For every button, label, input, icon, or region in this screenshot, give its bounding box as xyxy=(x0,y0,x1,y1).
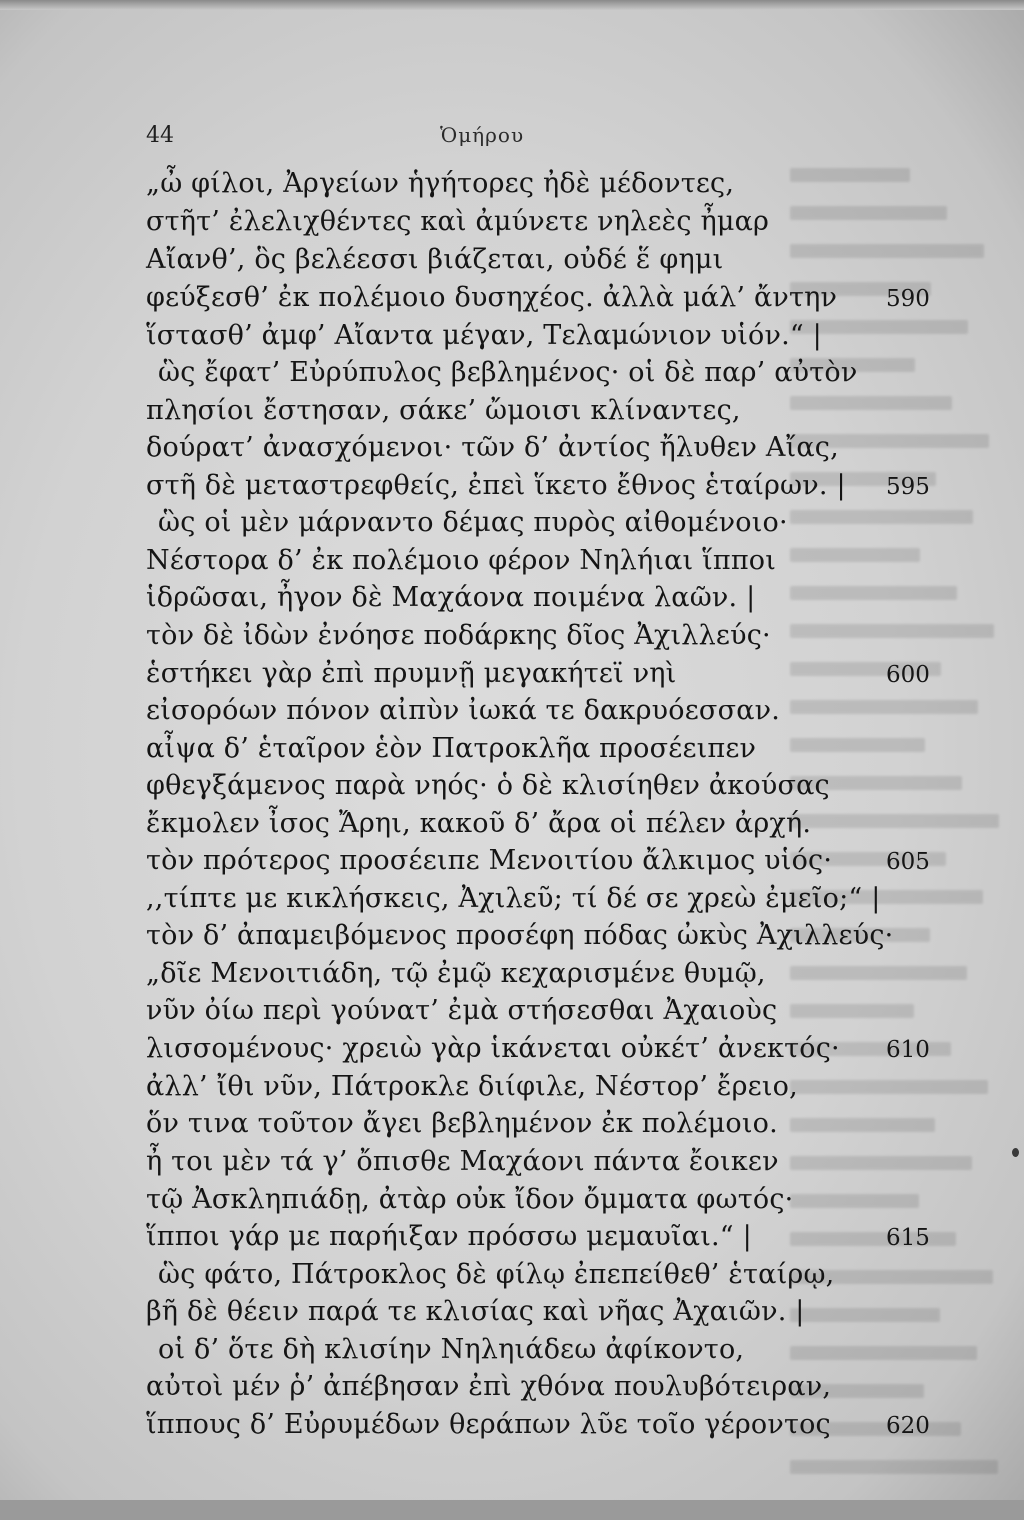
verse-line xyxy=(0,168,1024,206)
verse-line xyxy=(0,808,1024,846)
verse-line xyxy=(0,357,1024,395)
verse-line-text: Αἴανθ’, ὃς βελέεσσι βιάζεται, οὐδέ ἕ φημι xyxy=(146,244,724,275)
verse-line-text: ἱδρῶσαι, ἦγον δὲ Μαχάονα ποιμένα λαῶν. | xyxy=(146,582,756,613)
verse-line xyxy=(0,995,1024,1033)
verse-line xyxy=(0,1334,1024,1372)
verse-line-text: βῆ δὲ θέειν παρά τε κλισίας καὶ νῆας Ἀχαιῶν. | xyxy=(146,1296,805,1327)
verse-line-text: φεύξεσθ’ ἐκ πολέμοιο δυσηχέος. ἀλλὰ μάλ’ ἄντην xyxy=(146,282,838,313)
verse-line-text: ἵστασθ’ ἀμφ’ Αἴαντα μέγαν, Τελαμώνιον υἱόν.“ | xyxy=(146,320,822,351)
running-head: Ὁμήρου xyxy=(440,123,525,147)
verse-line xyxy=(0,845,1024,883)
verse-line-text: ἑστήκει γὰρ ἐπὶ πρυμνῇ μεγακήτεϊ νηὶ xyxy=(146,658,677,689)
verse-line-text: αἶψα δ’ ἑταῖρον ἑὸν Πατροκλῆα προσέειπεν xyxy=(146,733,757,764)
verse-line xyxy=(0,1409,1024,1447)
verse-line xyxy=(0,958,1024,996)
verse-line-text: ὣς οἱ μὲν μάρναντο δέμας πυρὸς αἰθομένοιο· xyxy=(158,507,788,538)
verse-number: 610 xyxy=(886,1037,930,1063)
verse-line-text: φθεγξάμενος παρὰ νηός· ὁ δὲ κλισίηθεν ἀκούσας xyxy=(146,770,830,801)
verse-number: 620 xyxy=(886,1413,930,1439)
verse-line-text: ὣς φάτο, Πάτροκλος δὲ φίλῳ ἐπεπείθεθ’ ἑταίρῳ, xyxy=(158,1259,835,1290)
verse-number: 595 xyxy=(886,474,930,500)
page-number: 44 xyxy=(146,123,174,148)
verse-number: 590 xyxy=(886,286,930,312)
verse-number: 600 xyxy=(886,662,930,688)
verse-line-text: ὅν τινα τοῦτον ἄγει βεβλημένον ἐκ πολέμοιο. xyxy=(146,1108,778,1139)
verse-line-text: ἔκμολεν ἶσος Ἄρηι, κακοῦ δ’ ἄρα οἱ πέλεν ἀρχή. xyxy=(146,808,812,839)
verse-line-text: τὸν δ’ ἀπαμειβόμενος προσέφη πόδας ὠκὺς Ἀχιλλεύς· xyxy=(146,920,894,951)
verse-line xyxy=(0,432,1024,470)
verse-line xyxy=(0,658,1024,696)
verse-line xyxy=(0,1296,1024,1334)
verse-line-text: αὐτοὶ μέν ῥ’ ἀπέβησαν ἐπὶ χθόνα πουλυβότειραν, xyxy=(146,1371,832,1402)
verse-number: 615 xyxy=(886,1225,930,1251)
verse-line-text: λισσομένους· χρειὼ γὰρ ἱκάνεται οὐκέτ’ ἀνεκτός· xyxy=(146,1033,840,1064)
verse-line xyxy=(0,320,1024,358)
verse-line-text: στῆτ’ ἐλελιχθέντες καὶ ἀμύνετε νηλεὲς ἦμαρ xyxy=(146,206,770,237)
verse-line-text: νῦν ὀίω περὶ γούνατ’ ἐμὰ στήσεσθαι Ἀχαιοὺς xyxy=(146,995,778,1026)
verse-line xyxy=(0,1108,1024,1146)
verse-line xyxy=(0,1371,1024,1409)
verse-line-text: οἱ δ’ ὅτε δὴ κλισίην Νηληιάδεω ἀφίκοντο, xyxy=(158,1334,745,1365)
margin-speck xyxy=(1012,1148,1019,1157)
verse-line xyxy=(0,1071,1024,1109)
verse-line xyxy=(0,1184,1024,1222)
verse-line-text: εἰσορόων πόνον αἰπὺν ἰωκά τε δακρυόεσσαν. xyxy=(146,695,781,726)
verse-line xyxy=(0,770,1024,808)
verse-line xyxy=(0,282,1024,320)
verse-line xyxy=(0,1259,1024,1297)
verse-line-text: ἦ τοι μὲν τά γ’ ὄπισθε Μαχάονι πάντα ἔοικεν xyxy=(146,1146,779,1177)
verse-line-text: τῷ Ἀσκληπιάδῃ, ἀτὰρ οὐκ ἴδον ὄμματα φωτός· xyxy=(146,1184,794,1215)
verse-line-text: ὣς ἔφατ’ Εὐρύπυλος βεβλημένος· οἱ δὲ παρ’ αὐτὸν xyxy=(158,357,858,388)
verse-line xyxy=(0,206,1024,244)
verse-line xyxy=(0,395,1024,433)
verse-line-text: δούρατ’ ἀνασχόμενοι· τῶν δ’ ἀντίος ἤλυθεν Αἴας, xyxy=(146,432,839,463)
verse-line xyxy=(0,620,1024,658)
verse-line-text: τὸν πρότερος προσέειπε Μενοιτίου ἄλκιμος υἱός· xyxy=(146,845,833,876)
verse-line xyxy=(0,1221,1024,1259)
verse-line-text: τὸν δὲ ἰδὼν ἐνόησε ποδάρκης δῖος Ἀχιλλεύς· xyxy=(146,620,771,651)
verse-line-text: Νέστορα δ’ ἐκ πολέμοιο φέρον Νηλήιαι ἵπποι xyxy=(146,545,777,576)
verse-number: 605 xyxy=(886,849,930,875)
verse-line xyxy=(0,507,1024,545)
verse-line-text: πλησίοι ἔστησαν, σάκε’ ὤμοισι κλίναντες, xyxy=(146,395,741,426)
verse-line-text: „ὦ φίλοι, Ἀργείων ἡγήτορες ἠδὲ μέδοντες, xyxy=(146,168,735,199)
verse-line xyxy=(0,1033,1024,1071)
verse-line-text: ἵπποι γάρ με παρήιξαν πρόσσω μεμαυῖαι.“ | xyxy=(146,1221,752,1252)
verse-line-text: ἵππους δ’ Εὐρυμέδων θεράπων λῦε τοῖο γέροντος xyxy=(146,1409,831,1440)
verse-line xyxy=(0,920,1024,958)
verse-line xyxy=(0,883,1024,921)
verse-line xyxy=(0,545,1024,583)
verse-line-text: ,,τίπτε με κικλήσκεις, Ἀχιλεῦ; τί δέ σε χρεὼ ἐμεῖο;“ | xyxy=(146,883,881,914)
verse-line xyxy=(0,582,1024,620)
verse-line xyxy=(0,733,1024,771)
verse-line-text: στῆ δὲ μεταστρεφθείς, ἐπεὶ ἵκετο ἔθνος ἑταίρων. | xyxy=(146,470,846,501)
verse-line xyxy=(0,244,1024,282)
verse-line xyxy=(0,695,1024,733)
verse-line xyxy=(0,470,1024,508)
verse-line-text: ἀλλ’ ἴθι νῦν, Πάτροκλε διίφιλε, Νέστορ’ ἔρειο, xyxy=(146,1071,798,1102)
verse-line-text: „δῖε Μενοιτιάδη, τῷ ἐμῷ κεχαρισμένε θυμῷ, xyxy=(146,958,766,989)
verse-line xyxy=(0,1146,1024,1184)
